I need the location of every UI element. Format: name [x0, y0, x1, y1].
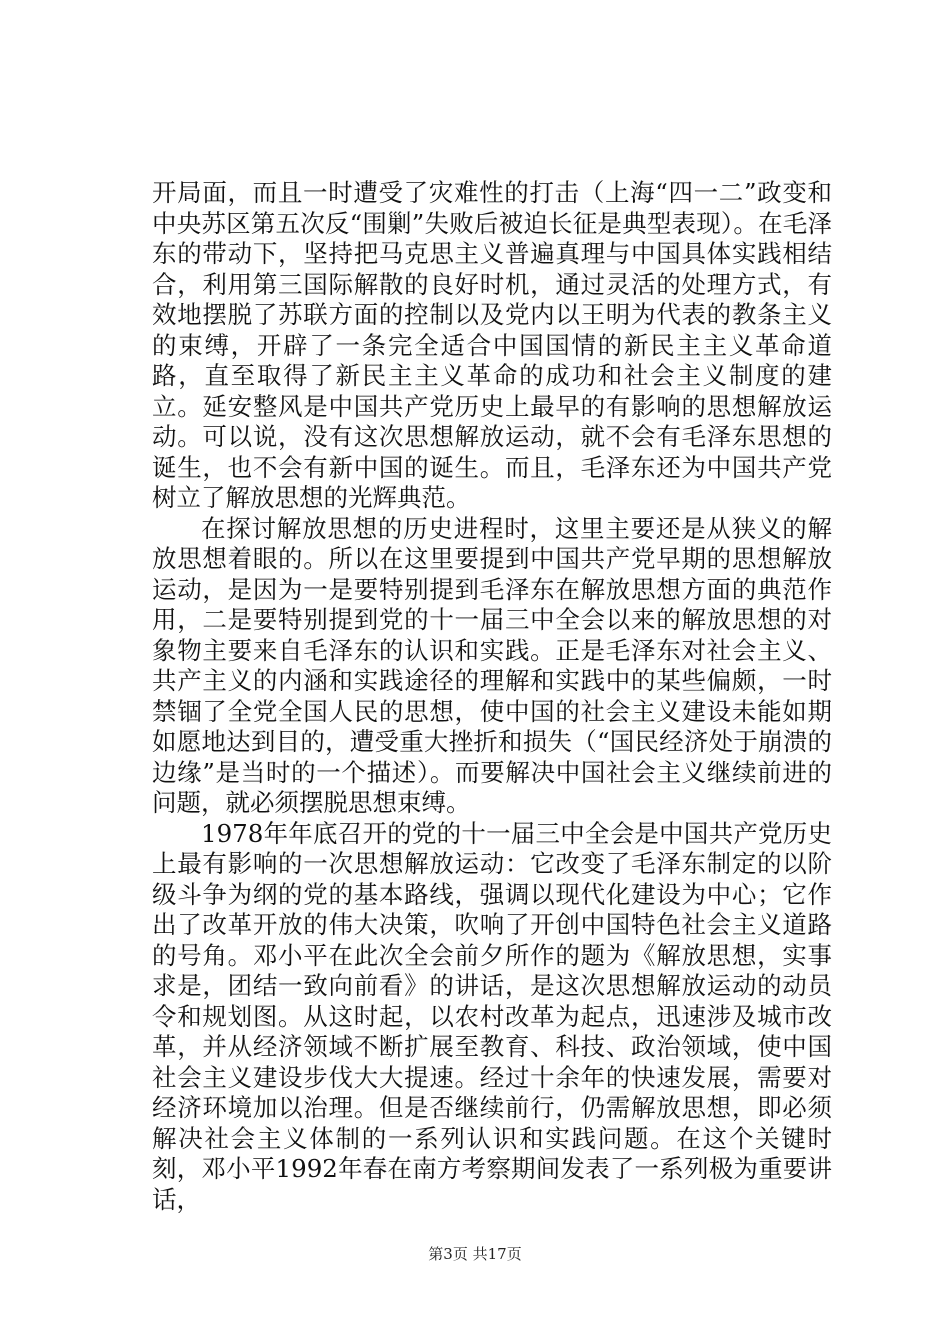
paragraph-2: 在探讨解放思想的历史进程时，这里主要还是从狭义的解放思想着眼的。所以在这里要提到中国共产党早期的思想解放运动，是因为一是要特别提到毛泽东在解放思想方面的典范作用，二是要特别提到党的十一届三中全会以来的解放思想的对象物主要来自毛泽东的认识和实践。正是毛泽东对社会主义、共产主义的内涵和实践途径的理解和实践中的某些偏颇，一时禁锢了全党全国人民的思想，使中国的社会主义建设未能如期如愿地达到目的，遭受重大挫折和损失（“国民经济处于崩溃的边缘”是当时的一个描述）。而要解决中国社会主义继续前进的问题，就必须摆脱思想束缚。	[152, 513, 832, 817]
page-number-footer: 第3页 共17页	[428, 1245, 522, 1263]
document-body	[152, 178, 832, 1215]
paragraph-3: 1978年年底召开的党的十一届三中全会是中国共产党历史上最有影响的一次思想解放运动：它改变了毛泽东制定的以阶级斗争为纲的党的基本路线，强调以现代化建设为中心；它作出了改革开放的伟大决策，吹响了开创中国特色社会主义道路的号角。邓小平在此次全会前夕所作的题为《解放思想，实事求是，团结一致向前看》的讲话，是这次思想解放运动的动员令和规划图。从这时起，以农村改革为起点，迅速涉及城市改革，并从经济领域不断扩展至教育、科技、政治领域，使中国社会主义建设步伐大大提速。经过十余年的快速发展，需要对经济环境加以治理。但是否继续前行，仍需解放思想，即必须解决社会主义体制的一系列认识和实践问题。在这个关键时刻，邓小平1992年春在南方考察期间发表了一系列极为重要讲话，	[152, 818, 832, 1214]
paragraph-1-continuation: 开局面，而且一时遭受了灾难性的打击（上海“四一二”政变和中央苏区第五次反“围剿”失败后被迫长征是典型表现）。在毛泽东的带动下，坚持把马克思主义普遍真理与中国具体实践相结合，利用第三国际解散的良好时机，通过灵活的处理方式，有效地摆脱了苏联方面的控制以及党内以王明为代表的教条主义的束缚，开辟了一条完全适合中国国情的新民主主义革命道路，直至取得了新民主主义革命的成功和社会主义制度的建立。延安整风是中国共产党历史上最早的有影响的思想解放运动。可以说，没有这次思想解放运动，就不会有毛泽东思想的诞生，也不会有新中国的诞生。而且，毛泽东还为中国共产党树立了解放思想的光辉典范。	[152, 178, 832, 512]
